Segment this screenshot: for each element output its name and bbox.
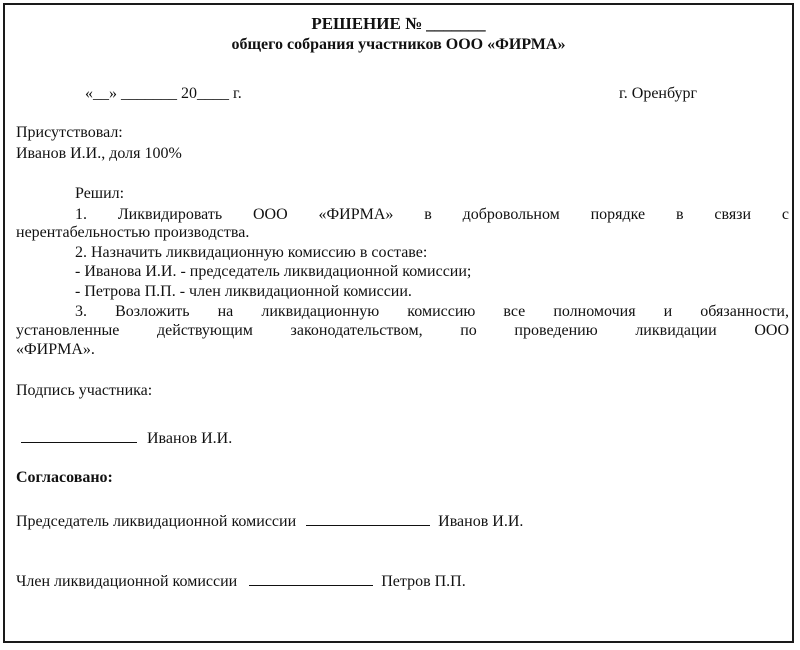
document-date: «__» _______ 20____ г. xyxy=(85,85,242,102)
decision-item-1-line-2: нерентабельностью производства. xyxy=(16,224,250,241)
document-number-blank: _______ xyxy=(426,14,486,33)
document-subtitle: общего собрания участников ООО «ФИРМА» xyxy=(231,36,566,53)
attendance-label: Присутствовал: xyxy=(16,124,123,141)
document-title-prefix: РЕШЕНИЕ № xyxy=(311,14,423,33)
member-signature-row xyxy=(16,571,466,591)
chair-signature-row xyxy=(16,511,523,531)
chair-signature-line xyxy=(306,511,430,526)
attendance-person: Иванов И.И., доля 100% xyxy=(16,145,182,162)
document-city: г. Оренбург xyxy=(619,85,698,102)
decision-item-3-line-3: «ФИРМА». xyxy=(16,341,95,358)
member-signature-line xyxy=(249,571,373,586)
member-label: Член ликвидационной комиссии xyxy=(16,573,238,590)
document-title xyxy=(5,14,792,34)
chair-label: Председатель ликвидационной комиссии xyxy=(16,513,297,530)
decision-item-1-line-1: 1. Ликвидировать ООО «ФИРМА» в добровольном порядке в связи с xyxy=(75,206,789,223)
participant-name: Иванов И.И. xyxy=(147,430,233,447)
member-name: Петров П.П. xyxy=(381,573,466,590)
document-page xyxy=(3,3,794,643)
decision-item-3-line-1: 3. Возложить на ликвидационную комиссию все полномочия и обязанности, xyxy=(75,303,789,320)
decision-heading: Решил: xyxy=(75,185,125,202)
decision-item-3-line-2: установленные действующим законодательством, по проведению ликвидации ООО xyxy=(16,322,789,339)
chair-name: Иванов И.И. xyxy=(438,513,524,530)
signature-label: Подпись участника: xyxy=(16,382,153,399)
commission-member-2: - Петрова П.П. - член ликвидационной комиссии. xyxy=(75,283,412,300)
decision-item-2: 2. Назначить ликвидационную комиссию в составе: xyxy=(75,244,428,261)
participant-signature-line xyxy=(21,428,137,443)
participant-signature-row xyxy=(21,428,232,448)
approval-heading: Согласовано: xyxy=(16,469,113,486)
commission-member-1: - Иванова И.И. - председатель ликвидационной комиссии; xyxy=(75,263,472,280)
